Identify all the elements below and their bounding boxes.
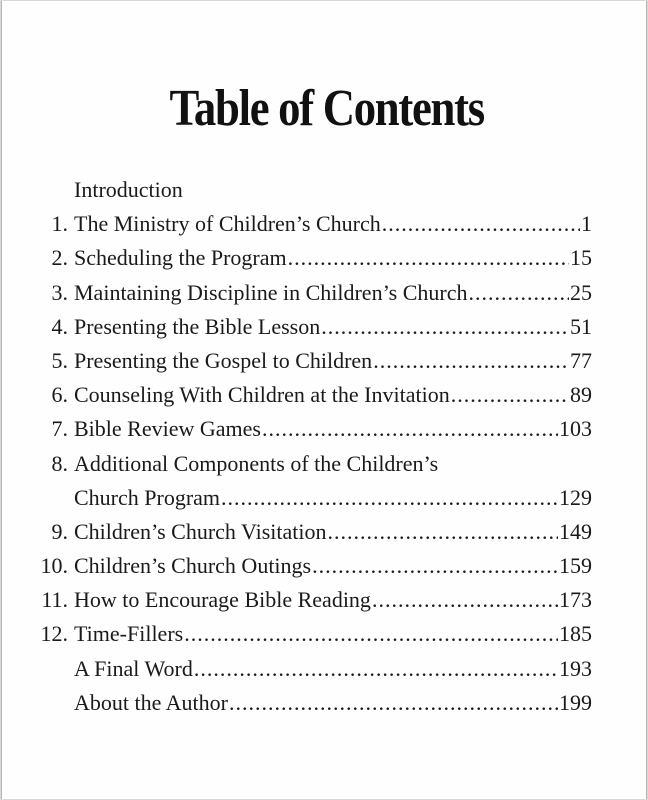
dot-leader <box>194 652 558 686</box>
toc-entry-label: Presenting the Bible Lesson <box>74 313 321 339</box>
toc-entry-label: Time-Fillers <box>74 621 184 647</box>
toc-entry-chapter-4 <box>2 310 648 344</box>
toc-entry-text <box>74 241 592 275</box>
toc-entry-chapter-2 <box>2 241 648 275</box>
toc-entry-text <box>74 173 592 207</box>
toc-entry-label: About the Author <box>74 689 228 715</box>
toc-entry-text <box>74 378 592 412</box>
toc-entry-number: 7. <box>51 416 68 442</box>
toc-entry-label: Additional Components of the Children’s <box>74 450 439 476</box>
toc-entry-page: 129 <box>559 484 592 510</box>
toc-entry-page: 149 <box>559 518 592 544</box>
dot-leader <box>321 310 569 344</box>
toc-entry-text <box>74 617 592 651</box>
dot-leader <box>451 378 569 412</box>
dot-leader <box>372 583 558 617</box>
toc-entry-label: Presenting the Gospel to Children <box>74 347 373 373</box>
toc-entry-number: 12. <box>40 621 68 647</box>
toc-entry-text <box>74 549 592 583</box>
toc-entry-label: Scheduling the Program <box>74 245 287 271</box>
toc-entry-page: 25 <box>570 279 592 305</box>
toc-entry-text <box>74 310 592 344</box>
dot-leader <box>262 412 558 446</box>
toc-entry-label: Children’s Church Visitation <box>74 518 327 544</box>
toc-entry-number: 10. <box>40 553 68 579</box>
dot-leader <box>469 276 569 310</box>
toc-entry-number: 1. <box>51 211 68 237</box>
dot-leader <box>373 344 569 378</box>
toc-entry-number: 3. <box>51 279 68 305</box>
toc-entry-text <box>74 207 592 241</box>
toc-entry-label: Counseling With Children at the Invitation <box>74 382 450 408</box>
toc-entry-label: A Final Word <box>74 655 193 681</box>
toc-entry-number: 8. <box>51 450 68 476</box>
toc-entry-number: 6. <box>51 382 68 408</box>
toc-entry-page: 1 <box>581 211 592 237</box>
toc-entry-text <box>74 652 592 686</box>
toc-entry-chapter-8-continued <box>2 481 648 515</box>
toc-entry-chapter-10 <box>2 549 648 583</box>
dot-leader <box>327 515 558 549</box>
toc-entry-page: 77 <box>570 347 592 373</box>
book-page <box>1 1 647 799</box>
toc-entry-label: How to Encourage Bible Reading <box>74 587 371 613</box>
toc-entry-chapter-7 <box>2 412 648 446</box>
toc-entry-chapter-9 <box>2 515 648 549</box>
toc-entry-page: 103 <box>559 416 592 442</box>
toc-entry-label: Children’s Church Outings <box>74 553 312 579</box>
toc-entry-chapter-8 <box>2 447 648 481</box>
toc-entry-label: Bible Review Games <box>74 416 261 442</box>
toc-entry-page: 51 <box>570 313 592 339</box>
toc-entry-chapter-1 <box>2 207 648 241</box>
dot-leader <box>229 686 558 720</box>
toc-entry-about-author <box>2 686 648 720</box>
toc-entry-number: 2. <box>51 245 68 271</box>
toc-entry-label: Maintaining Discipline in Children’s Church <box>74 279 468 305</box>
toc-entry-page: 199 <box>559 689 592 715</box>
toc-entry-text <box>74 481 592 515</box>
toc-entry-text <box>74 583 592 617</box>
toc-entry-text <box>74 412 592 446</box>
toc-entry-label: Church Program <box>74 484 221 510</box>
toc-entry-number: 4. <box>51 313 68 339</box>
page-title: Table of Contents <box>169 80 484 137</box>
toc-entry-text <box>74 447 592 481</box>
toc-entry-chapter-12 <box>2 617 648 651</box>
dot-leader <box>312 549 558 583</box>
toc-entry-chapter-3 <box>2 276 648 310</box>
toc-entry-number: 11. <box>41 587 68 613</box>
dot-leader <box>184 617 558 651</box>
toc-entry-page: 89 <box>570 382 592 408</box>
toc-entry-text <box>74 686 592 720</box>
toc-entry-page: 15 <box>570 245 592 271</box>
toc-list <box>2 173 648 720</box>
toc-entry-text <box>74 276 592 310</box>
toc-entry-final-word <box>2 652 648 686</box>
toc-entry-page: 159 <box>559 553 592 579</box>
dot-leader <box>382 207 580 241</box>
toc-entry-chapter-11 <box>2 583 648 617</box>
toc-entry-chapter-6 <box>2 378 648 412</box>
dot-leader <box>221 481 558 515</box>
toc-entry-number: 9. <box>51 518 68 544</box>
toc-entry-page: 193 <box>559 655 592 681</box>
toc-entry-page: 173 <box>559 587 592 613</box>
toc-entry-text <box>74 344 592 378</box>
dot-leader <box>288 241 569 275</box>
toc-entry-label: The Ministry of Children’s Church <box>74 211 381 237</box>
toc-entry-label: Introduction <box>74 177 183 202</box>
toc-entry-introduction <box>2 173 648 207</box>
toc-entry-number: 5. <box>51 347 68 373</box>
toc-entry-text <box>74 515 592 549</box>
toc-entry-page: 185 <box>559 621 592 647</box>
toc-entry-chapter-5 <box>2 344 648 378</box>
